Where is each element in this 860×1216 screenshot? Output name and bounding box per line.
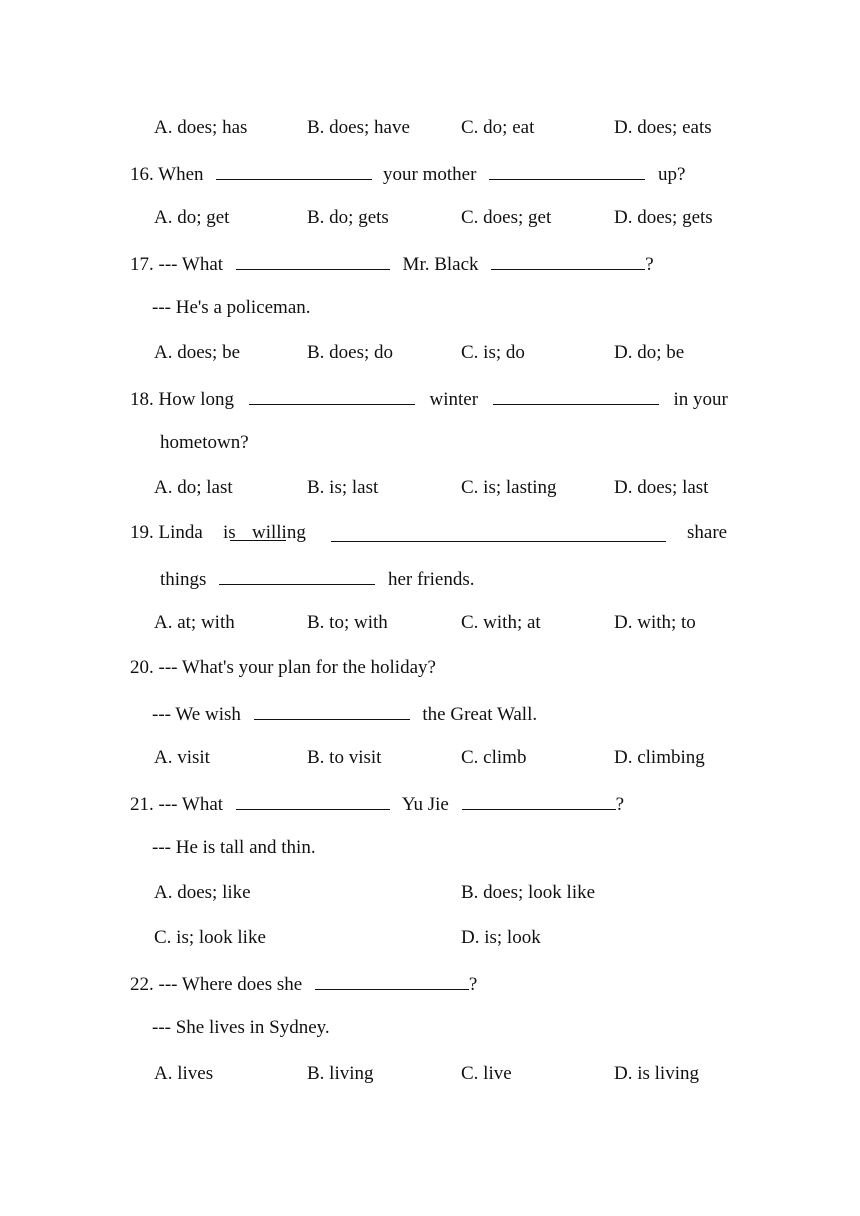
question-text: Mr. Black xyxy=(402,254,479,275)
answer-line xyxy=(152,701,537,727)
question-18 xyxy=(130,386,728,412)
answer-blank[interactable] xyxy=(216,161,372,180)
question-text: 19. Linda xyxy=(130,522,203,543)
option-b[interactable]: B. living xyxy=(307,1063,374,1084)
answer-blank[interactable] xyxy=(489,161,645,180)
option-c[interactable]: C. does; get xyxy=(461,207,552,228)
option-a[interactable]: A. does; has xyxy=(154,117,248,138)
option-b[interactable]: B. to; with xyxy=(307,612,388,633)
option-c[interactable]: C. is; look like xyxy=(154,927,266,948)
question-text: Yu Jie xyxy=(401,794,449,815)
option-a[interactable]: A. does; be xyxy=(154,342,241,363)
option-d[interactable]: D. with; to xyxy=(614,612,696,633)
question-text-is: is xyxy=(223,522,236,543)
option-a[interactable]: A. does; like xyxy=(154,882,251,903)
question-21 xyxy=(130,791,624,817)
option-b[interactable]: B. to visit xyxy=(307,747,382,768)
question-continuation: hometown? xyxy=(160,432,249,453)
option-d[interactable]: D. does; gets xyxy=(614,207,713,228)
answer-blank[interactable] xyxy=(219,566,375,585)
option-b[interactable]: B. does; do xyxy=(307,342,394,363)
option-d[interactable]: D. does; last xyxy=(614,477,709,498)
handwritten-underline xyxy=(230,540,286,541)
question-text: 18. How long xyxy=(130,389,234,410)
option-a[interactable]: A. do; get xyxy=(154,207,230,228)
answer-blank[interactable] xyxy=(249,386,415,405)
option-b[interactable]: B. does; have xyxy=(307,117,410,138)
option-d[interactable]: D. do; be xyxy=(614,342,685,363)
question-text: things xyxy=(160,569,207,590)
question-text: ? xyxy=(615,794,625,815)
option-c[interactable]: C. with; at xyxy=(461,612,541,633)
question-22 xyxy=(130,971,477,997)
question-continuation xyxy=(160,566,474,592)
question-text: winter xyxy=(429,389,479,410)
question-text: in your xyxy=(673,389,728,410)
question-text: 17. --- What xyxy=(130,254,224,275)
option-d[interactable]: D. does; eats xyxy=(614,117,712,138)
question-text: 16. When xyxy=(130,164,204,185)
option-c[interactable]: C. live xyxy=(461,1063,512,1084)
option-b[interactable]: B. is; last xyxy=(307,477,379,498)
question-text: her friends. xyxy=(387,569,475,590)
answer-line: --- He is tall and thin. xyxy=(152,837,316,858)
answer-blank[interactable] xyxy=(493,386,659,405)
answer-blank[interactable] xyxy=(254,701,410,720)
option-c[interactable]: C. climb xyxy=(461,747,527,768)
answer-line: --- He's a policeman. xyxy=(152,297,311,318)
option-d[interactable]: D. is living xyxy=(614,1063,699,1084)
option-d[interactable]: D. climbing xyxy=(614,747,705,768)
option-c[interactable]: C. is; do xyxy=(461,342,525,363)
question-17 xyxy=(130,251,654,277)
answer-line: --- She lives in Sydney. xyxy=(152,1017,330,1038)
question-text: ? xyxy=(645,254,654,275)
question-text: 21. --- What xyxy=(130,794,224,815)
answer-blank[interactable] xyxy=(236,791,390,810)
option-c[interactable]: C. is; lasting xyxy=(461,477,557,498)
question-19 xyxy=(130,521,203,545)
option-b[interactable]: B. does; look like xyxy=(461,882,596,903)
answer-blank[interactable] xyxy=(491,251,645,270)
answer-blank[interactable] xyxy=(331,523,666,542)
question-text: share xyxy=(687,522,728,543)
question-20: 20. --- What's your plan for the holiday? xyxy=(130,657,436,678)
question-text: your mother xyxy=(383,164,477,185)
question-text: ? xyxy=(468,974,478,995)
question-text: up? xyxy=(657,164,686,185)
answer-text: --- We wish xyxy=(152,704,241,725)
question-text-willing: willing xyxy=(252,522,306,543)
option-c[interactable]: C. do; eat xyxy=(461,117,535,138)
option-b[interactable]: B. do; gets xyxy=(307,207,389,228)
option-a[interactable]: A. lives xyxy=(154,1063,214,1084)
option-a[interactable]: A. at; with xyxy=(154,612,235,633)
question-16 xyxy=(130,161,685,187)
option-a[interactable]: A. do; last xyxy=(154,477,233,498)
option-d[interactable]: D. is; look xyxy=(461,927,541,948)
answer-blank[interactable] xyxy=(236,251,390,270)
answer-blank[interactable] xyxy=(462,791,616,810)
question-text: 22. --- Where does she xyxy=(130,974,303,995)
option-a[interactable]: A. visit xyxy=(154,747,210,768)
answer-text: the Great Wall. xyxy=(422,704,538,725)
answer-blank[interactable] xyxy=(315,971,469,990)
